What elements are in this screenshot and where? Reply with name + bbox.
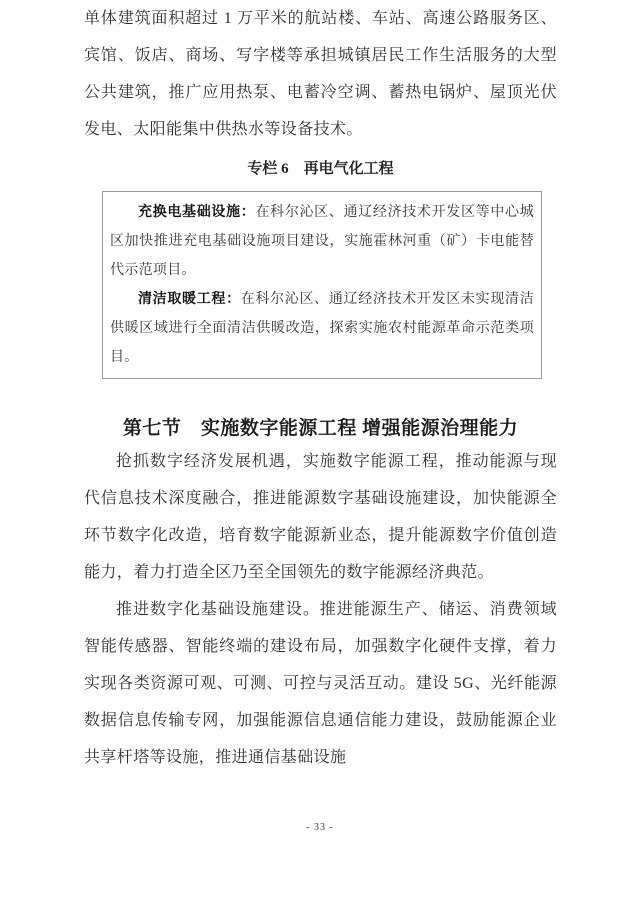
callout-item-lead: 清洁取暖工程： <box>138 292 241 307</box>
paragraph-building-electrification: 单体建筑面积超过 1 万平米的航站楼、车站、高速公路服务区、宾馆、饭店、商场、写字楼等承担城镇居民工作生活服务的大型公共建筑，推广应用热泵、电蓄冷空调、蓄热电锅炉、屋顶光伏发电、太阳能集中供热水等设备技术。 <box>84 10 557 138</box>
callout-item-charging-infrastructure <box>110 198 534 285</box>
callout-item-text: 在科尔沁区、通辽经济技术开发区等中心城区加快推进充电基础设施项目建设，实施霍林河重（矿）卡电能替代示范项目。 <box>110 205 534 278</box>
paragraph-digital-energy-overview: 抢抓数字经济发展机遇，实施数字能源工程，推动能源与现代信息技术深度融合，推进能源数字基础设施建设，加快能源全环节数字化改造，培育数字能源新业态，提升能源数字价值创造能力，着力打造全区乃至全国领先的数字能源经济典范。 <box>84 453 557 581</box>
callout-item-text: 在科尔沁区、通辽经济技术开发区未实现清洁供暖区域进行全面清洁供暖改造，探索实施农村能源革命示范类项目。 <box>110 292 534 365</box>
paragraph-digital-infrastructure: 推进数字化基础设施建设。推进能源生产、储运、消费领域智能传感器、智能终端的建设布局，加强数字化硬件支撑，着力实现各类资源可观、可测、可控与灵活互动。建设 5G、光纤能源数据信息传输专网，加强能源信息通信能力建设，鼓励能源企业共享杆塔等设施，推进通信基础设施 <box>84 601 557 766</box>
callout-item-lead: 充换电基础设施： <box>138 205 256 220</box>
callout-box-title: 专栏 6 再电气化工程 <box>247 161 394 177</box>
section-heading-seven: 第七节 实施数字能源工程 增强能源治理能力 <box>122 418 519 439</box>
callout-item-clean-heating <box>110 285 534 372</box>
page-number: - 33 - <box>306 822 334 833</box>
callout-box <box>102 191 542 379</box>
